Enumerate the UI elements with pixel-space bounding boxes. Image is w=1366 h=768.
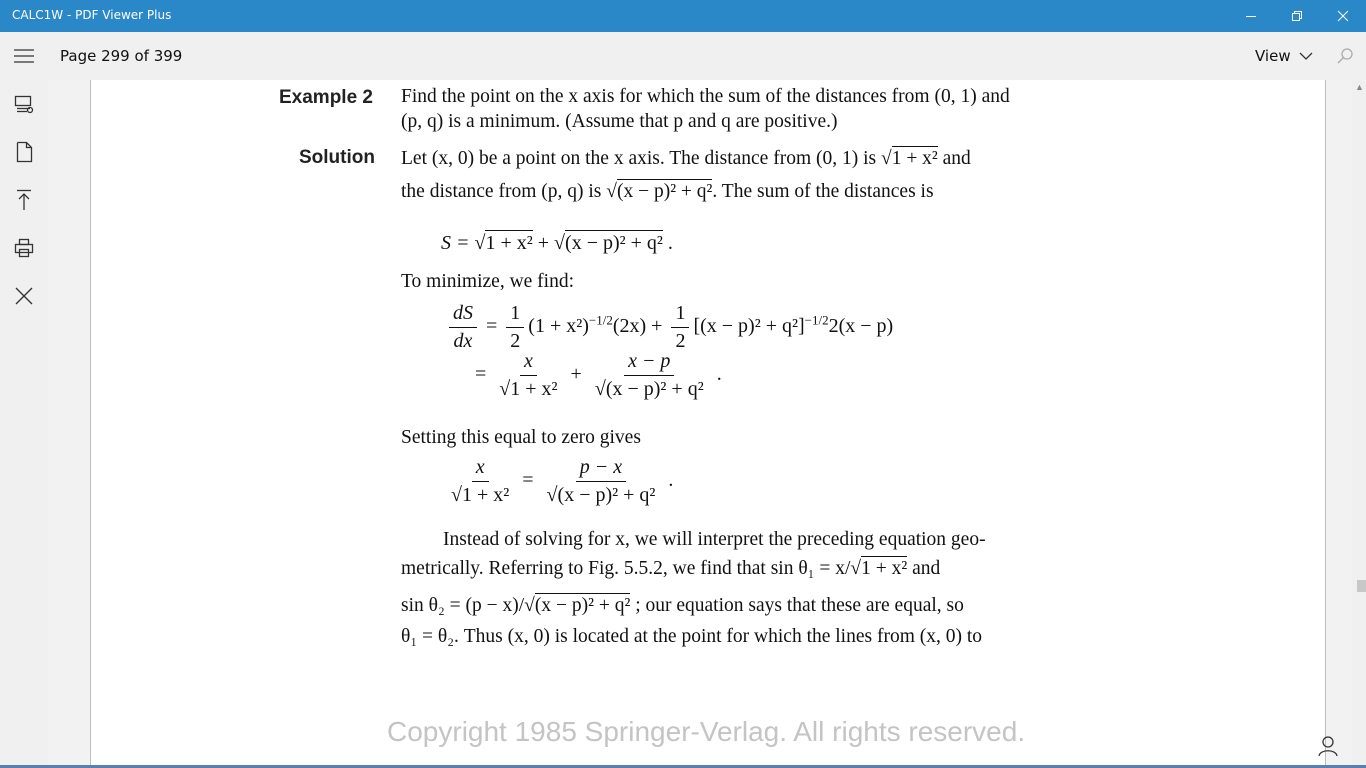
line2-den2: (x − p)² + q² (605, 378, 704, 400)
sum-plus: + (537, 232, 550, 254)
zero-equation (443, 456, 673, 507)
solution-label: Solution (299, 147, 375, 168)
minimize-icon (1245, 10, 1257, 22)
sum-dot: . (667, 232, 673, 254)
sqrt-1-plus-x2: 1 + x² (891, 148, 938, 169)
minimize-text: To minimize, we find: (401, 271, 575, 292)
plus-sign: + (570, 363, 582, 386)
deriv-exp2: −1/2 (804, 312, 829, 328)
window-title: CALC1W - PDF Viewer Plus (12, 8, 172, 22)
solution-line2-text: the distance from (p, q) is (401, 181, 602, 202)
zero-num2: p − x (576, 456, 626, 482)
go-to-top-icon (14, 189, 34, 211)
solution-line2: the distance from (p, q) is √(x − p)² + q². The sum of the distances is (401, 181, 934, 202)
zero-den2: (x − p)² + q² (557, 484, 656, 506)
paragraph-line3: sin θ₂ = (p − x)/√(x − p)² + q² ; our equation says that these are equal, so (401, 595, 964, 616)
paragraph-line4: θ₁ = θ₂. Thus (x, 0) is located at the point for which the lines from (x, 0) to (401, 626, 983, 647)
search-button[interactable] (1328, 36, 1362, 76)
scroll-up-arrow-icon[interactable]: ▲ (1355, 82, 1364, 92)
document-button[interactable] (0, 128, 48, 176)
zero-fraction-left: $\frac{x}{\text{√1 + x²}}$ (451, 456, 510, 506)
half-num-2: 1 (671, 302, 689, 328)
dS-dx-fraction (449, 302, 477, 353)
derivative-line1 (445, 302, 893, 353)
half-fraction (506, 302, 524, 353)
hamburger-icon (14, 49, 34, 63)
solution-line1-text: Let (x, 0) be a point on the x axis. The distance from (0, 1) is (401, 148, 877, 169)
solution-line2-tail: . The sum of the distances is (712, 181, 934, 202)
line2-num1: x (520, 350, 537, 376)
dx: dx (453, 330, 473, 352)
deriv-term3: [(x − p)² + q²] (693, 315, 805, 338)
command-bar (0, 32, 1366, 80)
pages-icon (13, 94, 35, 114)
sum-equation: S = √1 + x² + √(x − p)² + q² . (441, 232, 673, 254)
document-viewport[interactable] (48, 80, 1352, 768)
example-text-line1: Find the point on the x axis for which the sum of the distances from (0, 1) and (401, 86, 1010, 107)
solution-line1: Let (x, 0) be a point on the x axis. The distance from (0, 1) is √1 + x² and (401, 148, 971, 169)
scrollbar-thumb[interactable] (1357, 580, 1366, 592)
title-bar (0, 0, 1366, 32)
sqrt-distance-pq: (x − p)² + q² (616, 181, 713, 202)
setting-text: Setting this equal to zero gives (401, 427, 641, 448)
close-document-button[interactable] (0, 272, 48, 320)
dS: dS (449, 302, 477, 328)
copyright-watermark: Copyright 1985 Springer-Verlag. All rights reserved. (387, 716, 1026, 747)
equals-sign-2: = (475, 363, 487, 386)
restore-icon (1291, 10, 1303, 22)
derivative-line2 (475, 350, 722, 401)
user-icon (1317, 735, 1339, 757)
paragraph-line2-text: metrically. Referring to Fig. 5.5.2, we find that sin θ₁ = x/ (401, 558, 851, 579)
paragraph-line3-text: sin θ₂ = (p − x)/ (401, 595, 525, 616)
pages-button[interactable] (0, 80, 48, 128)
go-to-top-button[interactable] (0, 176, 48, 224)
print-icon (13, 237, 35, 259)
paragraph-line1: Instead of solving for x, we will interpret the preceding equation geo- (443, 529, 986, 550)
pdf-page (90, 80, 1326, 768)
x-over-sqrt-fraction: $\frac{x}{\text{√1 + x²}}$ (499, 350, 558, 400)
deriv-term4: 2(x − p) (828, 315, 894, 338)
document-icon (14, 141, 34, 163)
close-icon (15, 287, 33, 305)
view-label: View (1255, 47, 1291, 65)
example-label: Example 2 (279, 87, 373, 108)
example-text-line2: (p, q) is a minimum. (Assume that p and q are positive.) (401, 111, 838, 132)
sum-term2: (x − p)² + q² (565, 232, 663, 254)
line2-dot: . (716, 363, 722, 386)
search-icon (1337, 48, 1353, 64)
paragraph-line2: metrically. Referring to Fig. 5.5.2, we find that sin θ₁ = x/√1 + x² and (401, 558, 941, 579)
chevron-down-icon (1299, 52, 1313, 61)
zero-equals: = (522, 469, 534, 492)
equals-sign: = (486, 315, 498, 338)
half-den-2: 2 (675, 330, 686, 352)
xp-over-sqrt-fraction: $\frac{x - p}{\text{√(x − p)² + q²}}$ (594, 350, 704, 400)
zero-den1: 1 + x² (461, 484, 510, 506)
paragraph-line2-sqrt: 1 + x² (861, 558, 908, 579)
paragraph-line3-tail: ; our equation says that these are equal, so (635, 595, 964, 616)
vertical-scrollbar[interactable] (1352, 80, 1366, 768)
sum-term1: 1 + x² (485, 232, 533, 254)
print-button[interactable] (0, 224, 48, 272)
account-button[interactable] (1306, 724, 1350, 768)
half-num: 1 (506, 302, 524, 328)
paragraph-line2-and: and (912, 558, 941, 579)
restore-button[interactable] (1274, 0, 1320, 32)
page-indicator[interactable]: Page 299 of 399 (60, 47, 183, 65)
solution-line1-and: and (942, 148, 971, 169)
half-fraction-2 (671, 302, 689, 353)
deriv-term1: (1 + x²) (528, 315, 589, 338)
line2-den1: 1 + x² (510, 378, 558, 400)
minimize-button[interactable] (1228, 0, 1274, 32)
menu-button[interactable] (0, 32, 48, 80)
line2-num2: x − p (624, 350, 674, 376)
deriv-term2: (2x) + (612, 315, 663, 338)
close-icon (1337, 10, 1349, 22)
half-den: 2 (510, 330, 521, 352)
zero-fraction-right: $\frac{p - x}{\text{√(x − p)² + q²}}$ (546, 456, 656, 506)
zero-num1: x (472, 456, 489, 482)
zero-dot: . (668, 469, 674, 492)
close-window-button[interactable] (1320, 0, 1366, 32)
sum-lhs: S = (441, 232, 470, 254)
deriv-exp1: −1/2 (588, 312, 613, 328)
left-rail (0, 80, 48, 768)
view-button[interactable] (1247, 32, 1321, 80)
paragraph-line3-sqrt: (x − p)² + q² (534, 595, 631, 616)
